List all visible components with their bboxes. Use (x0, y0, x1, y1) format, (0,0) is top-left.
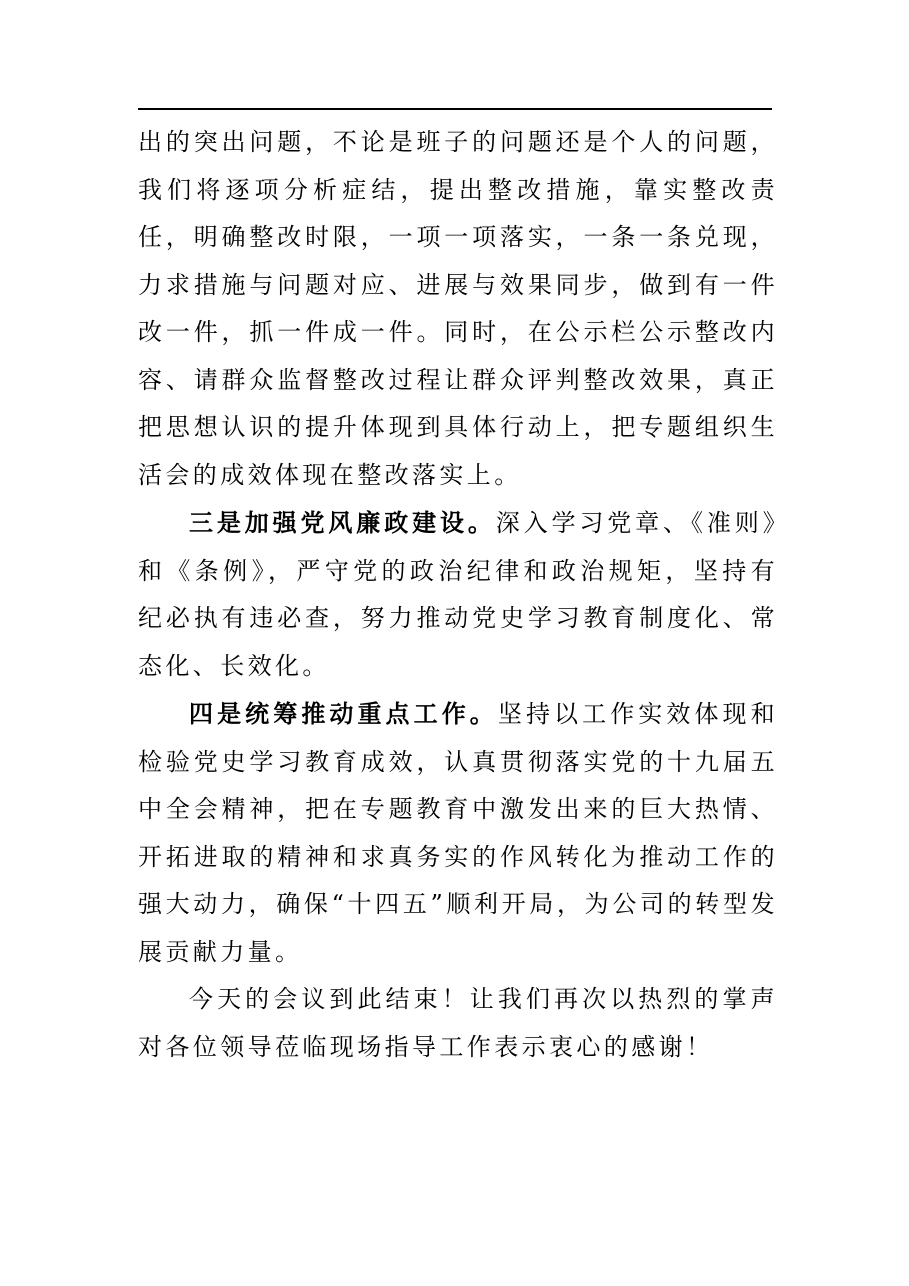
header-rule (138, 108, 772, 110)
paragraph-lead: 三是加强党风廉政建设。 (189, 508, 496, 537)
paragraph-text: 出的突出问题，不论是班子的问题还是个人的问题，我们将逐项分析症结，提出整改措施，靠实整改责任，明确整改时限，一项一项落实，一条一条兑现，力求措施与问题对应、进展与效果同步，做到有一件改一件，抓一件成一件。同时，在公示栏公示整改内容、请群众监督整改过程让群众评判整改效果，真正把思想认识的提升体现到具体行动上，把专题组织生活会的成效体现在整改落实上。 (138, 128, 778, 489)
paragraph-rectification (138, 119, 778, 499)
paragraph-text: 今天的会议到此结束！让我们再次以热烈的掌声对各位领导莅临现场指导工作表示衷心的感谢！ (138, 985, 778, 1061)
paragraph-closing (138, 976, 778, 1071)
paragraph-text: 深入学习党章、《准则》和《条例》，严守党的政治纪律和政治规矩，坚持有纪必执有违必查，努力推动党史学习教育制度化、常态化、长效化。 (138, 509, 779, 680)
document-body (138, 119, 778, 1071)
paragraph-key-work (138, 690, 778, 976)
paragraph-integrity (138, 499, 778, 690)
paragraph-text: 坚持以工作实效体现和检验党史学习教育成效，认真贯彻落实党的十九届五中全会精神，把在专题教育中激发出来的巨大热情、开拓进取的精神和求真务实的作风转化为推动工作的强大动力，确保“十四五”顺利开局，为公司的转型发展贡献力量。 (138, 700, 779, 966)
paragraph-lead: 四是统筹推动重点工作。 (189, 699, 498, 728)
